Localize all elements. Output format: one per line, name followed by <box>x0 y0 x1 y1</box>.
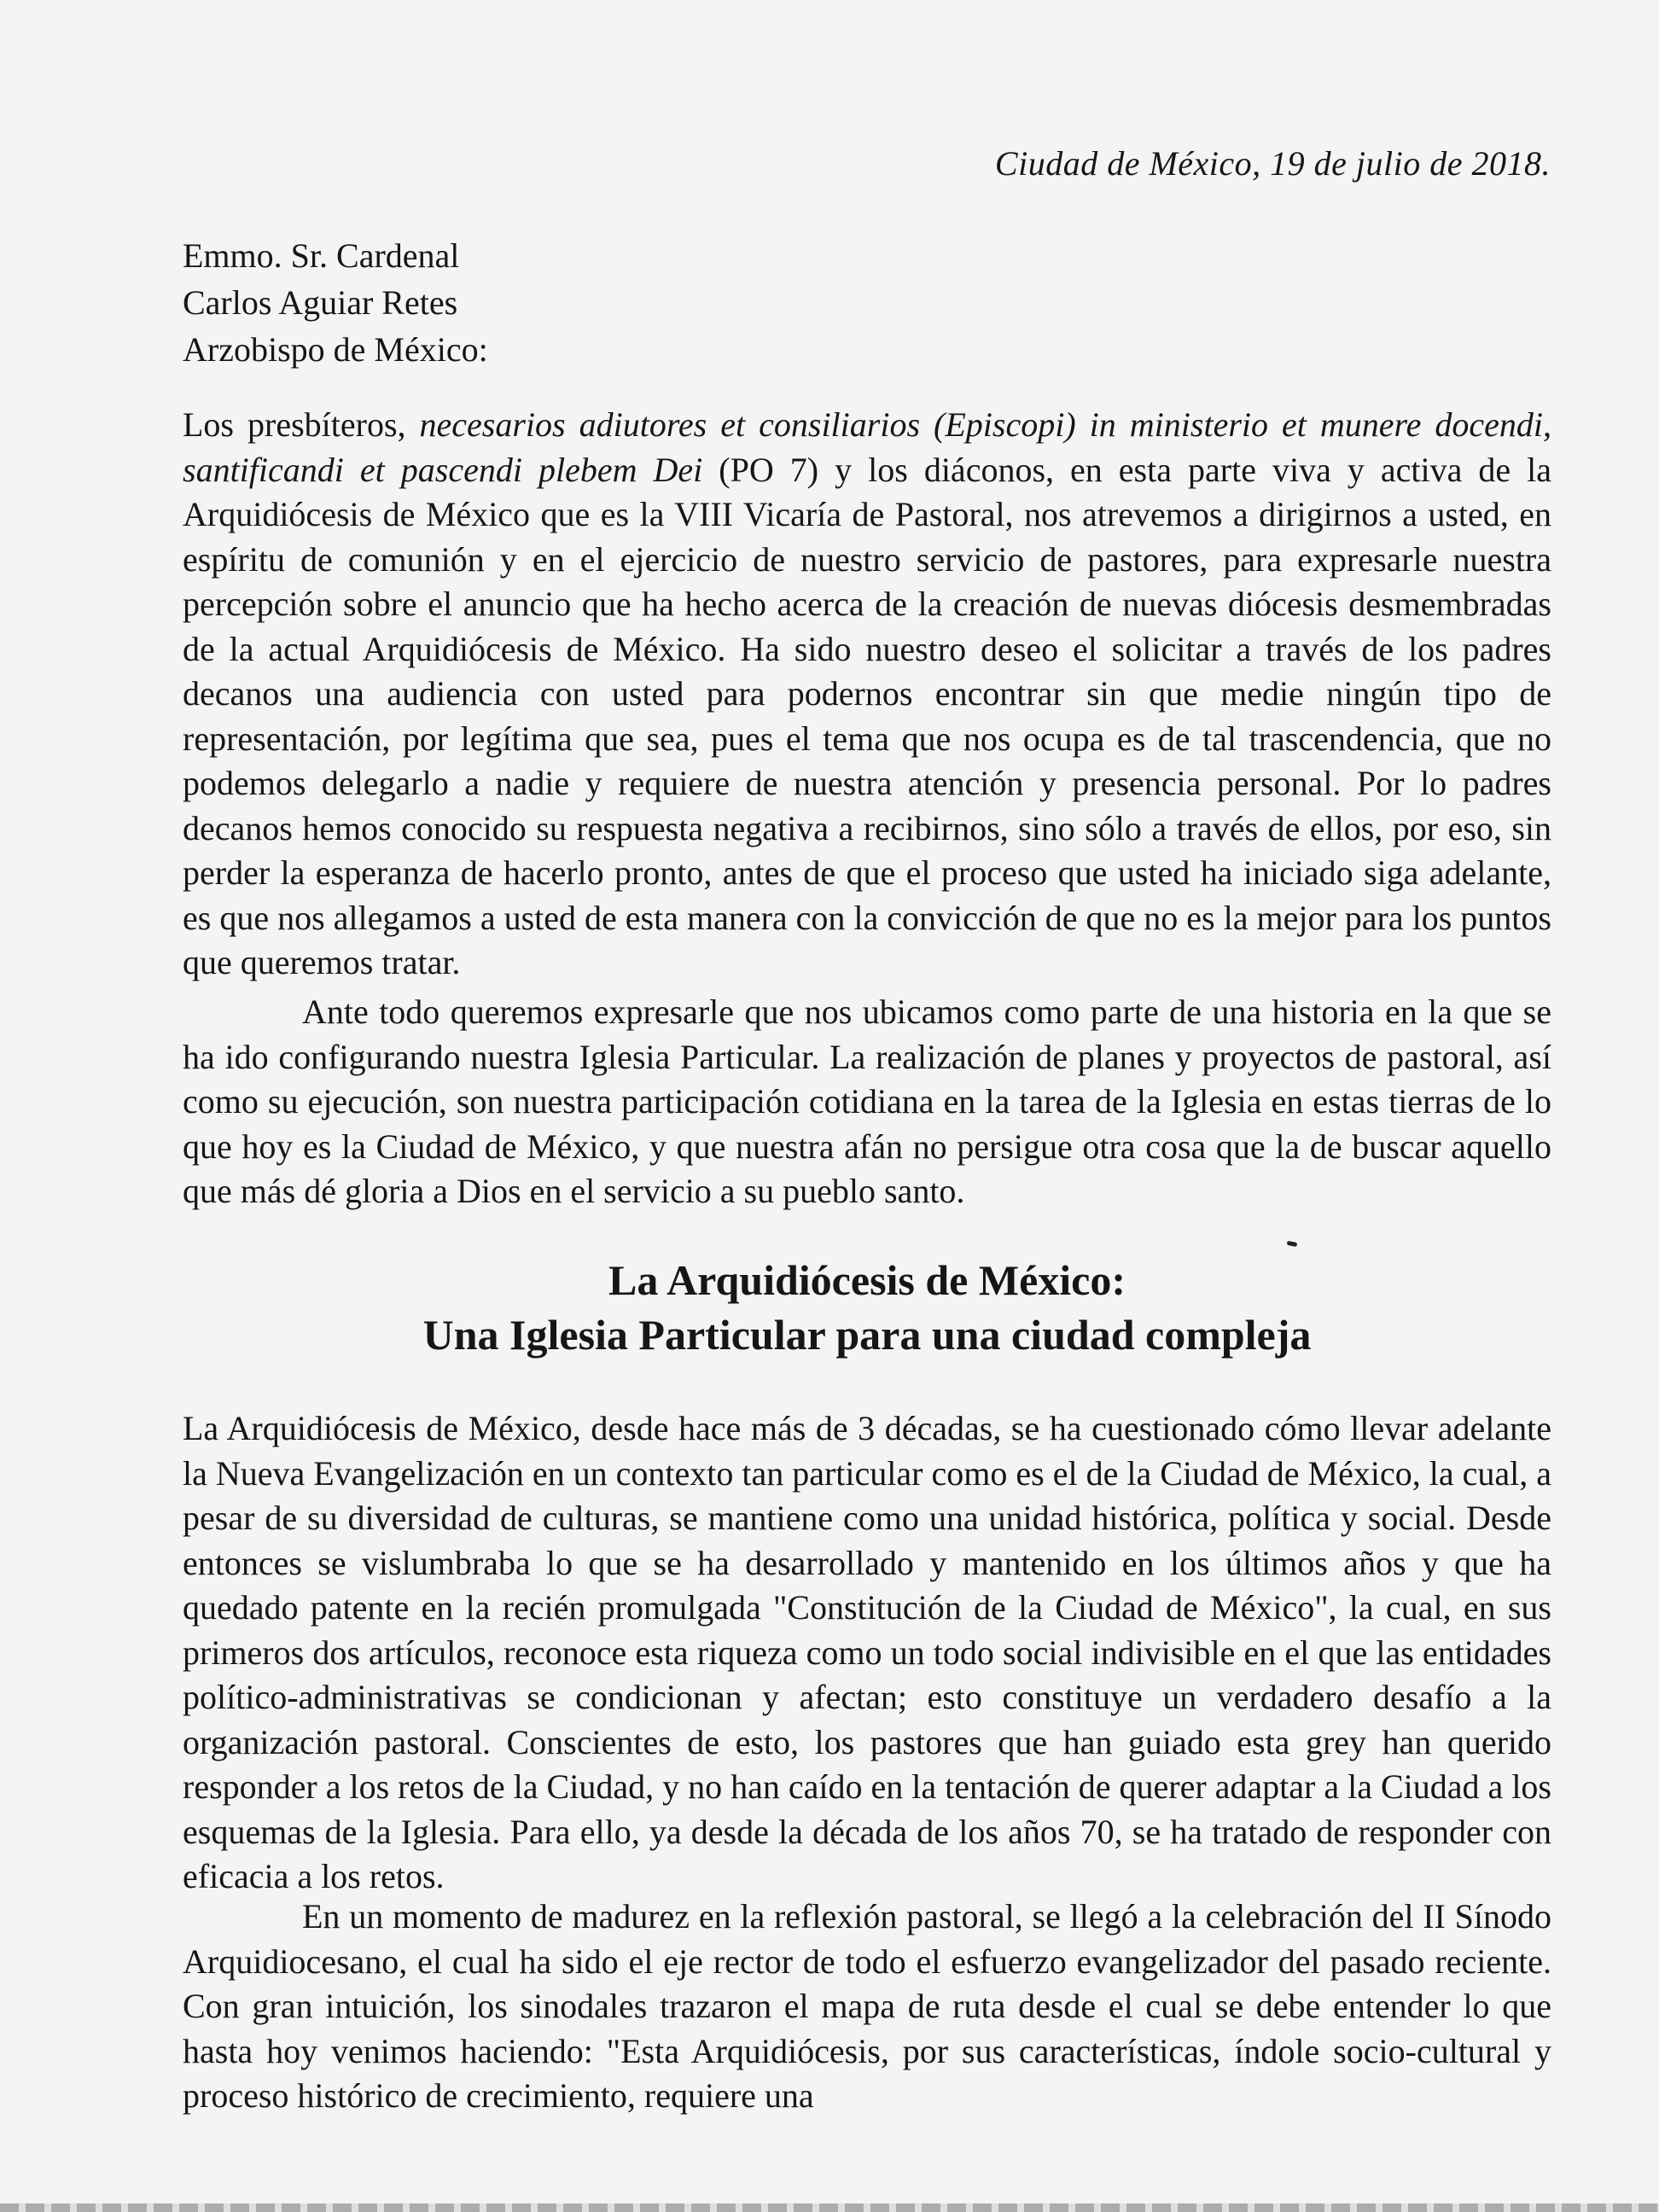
section-heading <box>183 1253 1551 1362</box>
paragraph-introduction <box>183 403 1551 986</box>
letter-date: Ciudad de México, 19 de julio de 2018. <box>994 144 1551 183</box>
latin-quotation: necesarios adiutores et consiliarios (Episcopi) in ministerio et munere docendi, santificandi et pascendi plebem Dei <box>183 405 1551 489</box>
paragraph-introduction-rest: (PO 7) y los diáconos, en esta parte viva y activa de la Arquidiócesis de México que es la VIII Vicaría de Pastoral, nos atrevemos a dirigirnos a usted, en espíritu de comunión y en el ejercicio de nuestro servicio de pastores, para expresarle nuestra percepción sobre el anuncio que ha hecho acerca de la creación de nuevas diócesis desmembradas de la actual Arquidiócesis de México. Ha sido nuestro deseo el solicitar a través de los padres decanos una audiencia con usted para podernos encontrar sin que medie ningún tipo de representación, por legítima que sea, pues el tema que nos ocupa es de tal trascendencia, que no podemos delegarlo a nadie y requiere de nuestra atención y presencia personal. Por lo padres decanos hemos conocido su respuesta negativa a recibirnos, sino sólo a través de ellos, por eso, sin perder la esperanza de hacerlo pronto, antes de que el proceso que usted ha iniciado siga adelante, es que nos allegamos a usted de esta manera con la convicción de que no es la mejor para los puntos que queremos tratar. <box>183 450 1552 981</box>
paragraph-introduction-lead: Los presbíteros, <box>183 405 420 444</box>
addressee-line-title: Emmo. Sr. Cardenal <box>183 236 460 275</box>
scan-speck <box>1287 1241 1298 1247</box>
addressee-block <box>183 232 488 373</box>
paragraph-archdiocese: La Arquidiócesis de México, desde hace más de 3 décadas, se ha cuestionado cómo llevar adelante la Nueva Evangelización en un contexto tan particular como es el de la Ciudad de México, la cual, a pesar de su diversidad de culturas, se mantiene como una unidad histórica, política y social. Desde entonces se vislumbraba lo que se ha desarrollado y mantenido en los últimos años y que ha quedado patente en la recién promulgada "Constitución de la Ciudad de México", la cual, en sus primeros dos artículos, reconoce esta riqueza como un todo social indivisible en el que las entidades político-administrativas se condicionan y afectan; esto constituye un verdadero desafío a la organización pastoral. Conscientes de esto, los pastores que han guiado esta grey han querido responder a los retos de la Ciudad, y no han caído en la tentación de querer adaptar a la Ciudad a los esquemas de la Iglesia. Para ello, ya desde la década de los años 70, se ha tratado de responder con eficacia a los retos. <box>183 1409 1551 1895</box>
scan-bottom-edge <box>0 2203 1659 2212</box>
section-heading-line-2: Una Iglesia Particular para una ciudad compleja <box>422 1311 1312 1359</box>
addressee-line-office: Arzobispo de México: <box>183 330 488 369</box>
paragraph-synod: En un momento de madurez en la reflexión pastoral, se llegó a la celebración del II Sínodo Arquidiocesano, el cual ha sido el eje rector de todo el esfuerzo evangelizador del pasado reciente. Con gran intuición, los sinodales trazaron el mapa de ruta desde el cual se debe entender lo que hasta hoy venimos haciendo: "Esta Arquidiócesis, por sus características, índole socio-cultural y proceso histórico de crecimiento, requiere una <box>183 1897 1551 2115</box>
addressee-line-name: Carlos Aguiar Retes <box>183 283 458 322</box>
section-heading-line-1: La Arquidiócesis de México: <box>608 1256 1126 1304</box>
paragraph-history: Ante todo queremos expresarle que nos ubicamos como parte de una historia en la que se ha ido configurando nuestra Iglesia Particular. La realización de planes y proyectos de pastoral, así como su ejecución, son nuestra participación cotidiana en la tarea de la Iglesia en estas tierras de lo que hoy es la Ciudad de México, y que nuestra afán no persigue otra cosa que la de buscar aquello que más dé gloria a Dios en el servicio a su pueblo santo. <box>183 992 1551 1210</box>
